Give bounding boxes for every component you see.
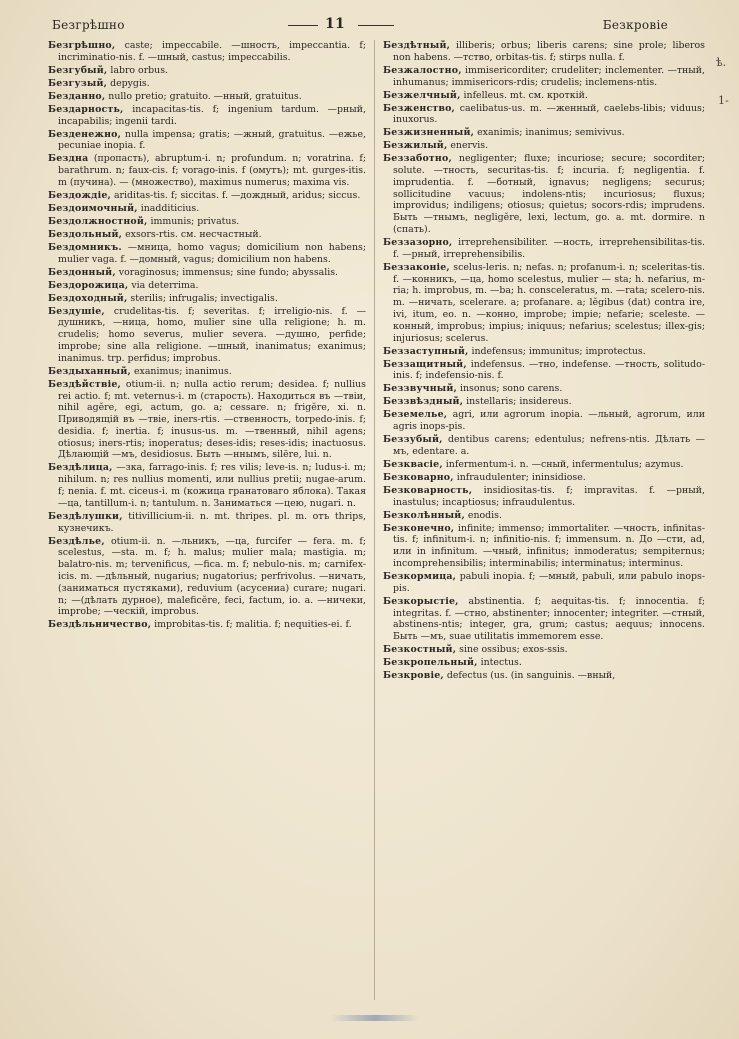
entry-definition: crudelitas-tis. f; severitas. f; irreligio-nis. f. —душникъ, —ница, homo, mulier sine ulla religione; h. m. crudelis; homo severus, mulier severa. —душно, perfide; improbe; sine alla religione. —шный, inanimatus; exanimus; inanimus. trp. perfidus; improbus. [58, 305, 366, 364]
entry-headword: Беззвѣздный, [383, 396, 464, 408]
dictionary-entry [383, 359, 705, 383]
entry-headword: Беззаступный, [383, 345, 469, 357]
entry-headword: Безковарность, [383, 484, 473, 496]
entry-definition: labro orbus. [107, 64, 169, 76]
entry-definition: insonus; sono carens. [457, 383, 563, 395]
entry-definition: scelus-leris. n; nefas. n; profanum-i. n; sceleritas-tis. f. —конникъ, —ца, homo scelestus, mulier — sta; h. nefarius, m-ria; h. improbus, m. —ba; h. consceleratus, m. —rata; scelero-nis. m. —ничать, scelerare. a; profanare. a; lĕgibus (dat) contra ire, ivi, itum, eo. n. —конно, improbe; impie; nefarie; sceleste. —конный, improbus; impius; iniquus; nefarius; scelestus; illex-gis; injuriosus; scelerus. [393, 261, 705, 344]
dictionary-entry [383, 510, 705, 522]
dictionary-entry [48, 203, 366, 215]
entry-headword: Бездоходный, [48, 292, 128, 304]
entry-headword: Бездѣйствіе, [48, 378, 121, 390]
dictionary-entry [48, 216, 366, 228]
dictionary-entry [48, 267, 366, 279]
margin-note: ѣ. [716, 56, 727, 69]
entry-headword: Бездорожица, [48, 279, 129, 291]
dictionary-entry [48, 462, 366, 509]
entry-definition: improbitas-tis. f; malitia. f; nequities-ei. f. [151, 619, 352, 631]
page-number: 11 [325, 16, 346, 32]
dictionary-entry [48, 536, 366, 619]
column-divider [374, 40, 375, 1000]
dictionary-entry [383, 596, 705, 643]
dictionary-entry [48, 91, 366, 103]
dictionary-entry [383, 127, 705, 139]
entry-headword: Беззазорно, [383, 237, 453, 249]
entry-definition: (пропасть), abruptum-i. n; profundum. n; voratrina. f; barathrum. n; faux-cis. f; vorago-inis. f (омутъ); mt. gurges-itis. m (пучина). — (множество), maximus numerus; maxima vis. [58, 153, 366, 188]
entry-headword: Безкровіе, [383, 670, 444, 682]
dictionary-entry [48, 379, 366, 462]
entry-definition: otium-ii. n. —льникъ, —ца, furcifer — fera. m. f; scelestus, —sta. m. f; h. malus; mulier mala; mastigia. m; balatro-nis. m; tervenificus, —fica. m. f; nebulo-nis. m; carnifex-icis. m. —дѣльный, nugarius; nugatorius; perfrivolus. —ничать, (заниматься пустяками), reduvium (асусениа) curare; nugari. n; —(дѣлать дурное), maleficĕre, feci, factum, io. a. —ничеки, improbe; —ческій, improbus. [58, 535, 366, 618]
entry-headword: Бездѣльничество, [48, 619, 152, 631]
entry-definition: irreprehensibiliter. —ность, irreprehensibilitas-tis. f. —рный, irreprehensibilis. [393, 237, 705, 260]
entry-definition: immunis; privatus. [147, 215, 240, 227]
entry-headword: Бездна [48, 153, 89, 165]
dictionary-entry [383, 670, 705, 682]
entry-headword: Безжелчный, [383, 89, 461, 101]
dictionary-entry [48, 366, 366, 378]
running-head-right: Безкровіе [602, 18, 668, 32]
page-stain [330, 1015, 420, 1021]
entry-headword: Бездождіе, [48, 189, 111, 201]
entry-headword: Беземелье, [383, 409, 448, 421]
entry-headword: Бездѣлушки, [48, 510, 123, 522]
dictionary-entry [48, 511, 366, 535]
dictionary-entry [383, 65, 705, 89]
entry-definition: exsors-rtis. см. несчастный. [122, 228, 262, 240]
entry-headword: Беззащитный, [383, 358, 467, 370]
entry-definition: nullo pretio; gratuito. —нный, gratuitus. [105, 90, 302, 102]
dictionary-entry [48, 190, 366, 202]
dictionary-entry [383, 472, 705, 484]
entry-definition: dentibus carens; edentulus; nefrens-ntis. Дѣлать —мъ, edentare. a. [393, 434, 705, 457]
entry-definition: immisericorditer; crudeliter; inclementer. —тный, inhumanus; immisericors-rdis; crudelis; inclemens-ntis. [393, 64, 705, 88]
running-head-left: Безгрѣшно [52, 18, 125, 32]
entry-definition: —мница, homo vagus; domicilium non habens; mulier vaga. f. —домный, vagus; domicilium non habens. [58, 241, 366, 265]
entry-headword: Безколѣнный, [383, 509, 465, 521]
dictionary-entry [48, 40, 366, 64]
entry-definition: illiberis; orbus; liberis carens; sine prole; liberos non habens. —тство, orbitas-tis. f; stirps nulla. f. [393, 40, 705, 63]
entry-headword: Беззвучный, [383, 383, 457, 395]
entry-definition: abstinentia. f; aequitas-tis. f; innocentia. f; integritas. f. —стно, abstinenter; innocenter; integriter. —стный, abstinens-ntis; integer, gra, grum; castus; aequus; innocens. Быть —мъ, suae utilitatis immemorem esse. [393, 595, 705, 643]
entry-headword: Бездѣлица, [48, 462, 113, 474]
entry-headword: Безденежно, [48, 128, 122, 140]
dictionary-entry [383, 237, 705, 261]
entry-definition: caste; impeccabile. —шность, impeccantia. f; incriminatio-nis. f. —шный, castus; impeccabilis. [58, 40, 366, 63]
entry-headword: Бездѣлье, [48, 535, 105, 547]
entry-headword: Безжалостно, [383, 64, 462, 76]
entry-headword: Беззаботно, [383, 153, 452, 165]
entry-definition: —зка, farrago-inis. f; res vilis; leve-is. n; ludus-i. m; nihilum. n; res nullius momenti, или nullius pretii; nugae-arum. f; nenia. f. mt. ciceus-i. m (кожица гранатоваго яблока). Такая —ца, tantillum-i. n; tantulum. n. Заниматься —цею, nugari. n. [58, 462, 366, 509]
entry-definition: inadditicius. [137, 202, 200, 214]
dictionary-entry [48, 153, 366, 188]
entry-definition: enervis. [447, 140, 489, 152]
dictionary-entry [48, 306, 366, 365]
dictionary-entry [383, 153, 705, 236]
dictionary-entry [383, 459, 705, 471]
dictionary-entry [383, 262, 705, 345]
dictionary-entry [48, 293, 366, 305]
entry-definition: exanimus; inanimus. [131, 365, 232, 377]
entry-definition: incapacitas-tis. f; ingenium tardum. —рный, incapabilis; ingenii tardi. [58, 103, 366, 127]
entry-headword: Безквасіе, [383, 458, 443, 470]
dictionary-entry [48, 78, 366, 90]
dictionary-entry [383, 103, 705, 127]
dictionary-entry [383, 523, 705, 570]
entry-headword: Безкропельный, [383, 657, 478, 669]
dictionary-entry [383, 571, 705, 595]
entry-definition: via deterrima. [128, 279, 199, 291]
entry-headword: Бездыханный, [48, 365, 132, 377]
page-header [40, 14, 700, 38]
dictionary-entry [383, 140, 705, 152]
entry-definition: defectus (us. (in sanguinis. —вный, [443, 670, 616, 682]
dictionary-entry [383, 346, 705, 358]
entry-headword: Беззаконіе, [383, 261, 450, 273]
entry-definition: indefensus; immunitus; improtectus. [468, 345, 646, 357]
entry-headword: Безгрѣшно, [48, 40, 116, 51]
entry-headword: Бездомникъ. [48, 241, 122, 253]
entry-definition: enodis. [464, 509, 502, 521]
dictionary-entry [48, 229, 366, 241]
entry-headword: Бездѣтный, [383, 40, 451, 51]
entry-definition: infermentum-i. n. —сный, infermentulus; azymus. [442, 458, 684, 470]
entry-definition: infinite; immenso; immortaliter. —чность, infinitas-tis. f; infinitum-i. n; infinitio-nis. f; immensum. n. До —сти, ad, или in infinitum. —чный, infinitus; inmoderatus; sempiternus; incomprehensibilis; interminabilis; interminatus; interminus. [393, 522, 705, 570]
dictionary-entry [383, 40, 705, 64]
entry-definition: otium-ii. n; nulla actio rerum; desidea. f; nullius rei actio. f; mt. veternus-i. m (старость). Находиться въ —твіи, nihil agĕre, egi, actum, go. a; cessare. n; frigĕre, xi. n. Приводящій въ —твіе, iners-rtis. —ственность, torpedo-inis. f; desidia. f; inertia. f; inusus-us. m. —твенный, nihil agens; otiosus; iners-rtis; inoperatus; deses-idis; reses-idis; inactuosus. Дѣлающій —мъ, desidiosus. Быть —ннымъ, silēre, lui. n. [58, 378, 366, 461]
entry-headword: Безгузый, [48, 77, 108, 89]
entry-definition: pabuli inopia. f; —мный, pabuli, или pabulo inops-pis. [393, 571, 705, 594]
dictionary-entry [48, 65, 366, 77]
dictionary-entry [383, 434, 705, 458]
dictionary-entry [48, 129, 366, 153]
entry-headword: Безженство, [383, 102, 455, 114]
dictionary-entry [383, 657, 705, 669]
entry-headword: Бездоимочный, [48, 202, 138, 214]
entry-definition: insidiositas-tis. f; impravitas. f. —рный, inastulus; incaptiosus; infraudulentus. [393, 484, 705, 508]
entry-headword: Безгубый, [48, 64, 108, 76]
entry-definition: nulla impensa; gratis; —жный, gratuitus. —ежье, pecuniae inopia. f. [58, 128, 366, 152]
entry-headword: Безкорыстіе, [383, 595, 459, 607]
entry-headword: Бездонный, [48, 266, 116, 278]
dictionary-entry [383, 396, 705, 408]
entry-definition: indefensus. —тно, indefense. —тность, solitudo-inis. f; indefensio-nis. f. [393, 358, 705, 382]
entry-definition: infelleus. mt. см. кроткій. [460, 89, 588, 101]
entry-definition: sterilis; infrugalis; invectigalis. [127, 292, 278, 304]
entry-definition: titivillicium-ii. n. mt. thripes. pl. m. отъ thrips, кузнечикъ. [58, 510, 366, 534]
entry-definition: infraudulenter; ininsidiose. [453, 471, 586, 483]
entry-headword: Безкормица, [383, 571, 457, 583]
entry-definition: negligenter; fluxe; incuriose; secure; socorditer; solute. —тность, securitas-tis. f; incuria. f; negligentia. f. imprudentia. f. —ботный, ignavus; negligens; securus; sollicitudine vacuus; indolens-ntis; incuriosus; fluxus; improvidus; indiligens; otiosus; quietus; socors-rdis; imprudens. Быть —тнымъ, negligĕre, lexi, lectum, go. a. mt. dormire. n (спать). [393, 153, 705, 236]
entry-definition: caelibatus-us. m. —женный, caelebs-libis; viduus; inuxorus. [393, 102, 705, 126]
margin-note: 1- [718, 94, 729, 107]
dictionary-entry [383, 90, 705, 102]
entry-definition: instellaris; insidereus. [463, 396, 572, 408]
dictionary-entry [383, 383, 705, 395]
entry-headword: Безжизненный, [383, 127, 475, 139]
entry-headword: Безданно, [48, 90, 106, 102]
entry-definition: voraginosus; immensus; sine fundo; abyssalis. [115, 266, 339, 278]
dictionary-entry [48, 242, 366, 266]
entry-headword: Безконечно, [383, 522, 455, 534]
dictionary-entry [383, 644, 705, 656]
entry-definition: agri, или agrorum inopia. —льный, agrorum, или agris inops-pis. [393, 409, 705, 433]
entry-definition: depygis. [107, 77, 150, 89]
header-rule-right [358, 25, 394, 26]
header-rule-left [288, 25, 318, 26]
entry-headword: Безжилый, [383, 140, 448, 152]
dictionary-entry [48, 104, 366, 128]
right-column [383, 40, 705, 683]
entry-headword: Бездушіе, [48, 305, 105, 317]
entry-headword: Безкостный, [383, 644, 457, 656]
entry-definition: exanimis; inanimus; semivivus. [474, 127, 625, 139]
dictionary-entry [48, 280, 366, 292]
entry-definition: ariditas-tis. f; siccitas. f. —дождный, aridus; siccus. [110, 189, 361, 201]
dictionary-entry [383, 485, 705, 509]
entry-headword: Бездарность, [48, 103, 124, 115]
entry-headword: Безковарно, [383, 471, 454, 483]
left-column [48, 40, 366, 632]
entry-headword: Бездолжностной, [48, 215, 148, 227]
entry-headword: Беззубый, [383, 434, 443, 446]
entry-definition: sine ossibus; exos-ssis. [456, 644, 568, 656]
dictionary-entry [383, 409, 705, 433]
dictionary-entry [48, 619, 366, 631]
entry-definition: intectus. [477, 657, 522, 669]
entry-headword: Бездольный, [48, 228, 123, 240]
